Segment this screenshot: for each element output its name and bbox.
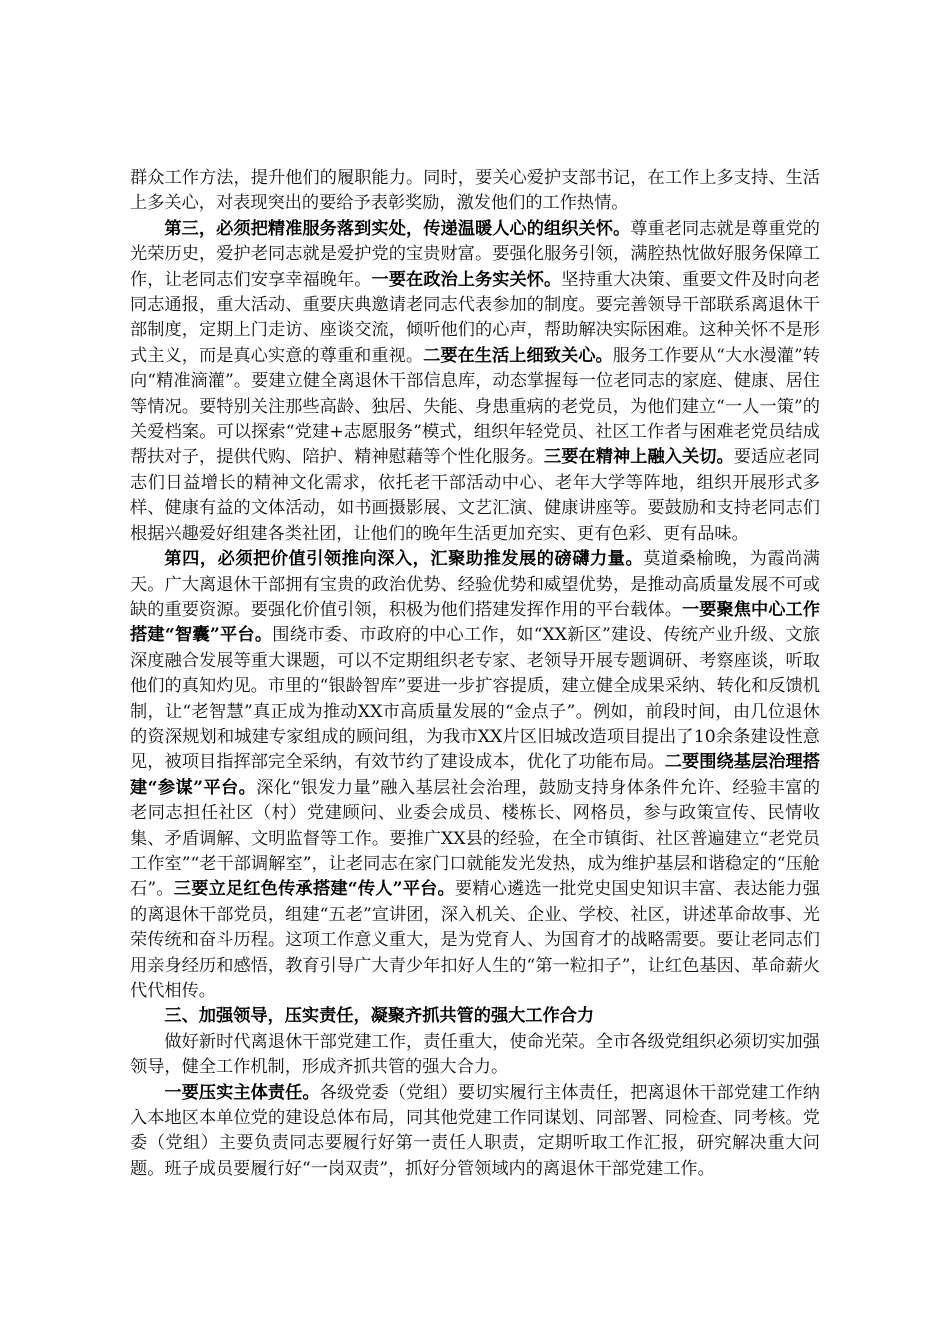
text-run: 要适应老同志们日益增长的精神文化需求，依托老干部活动中心、老年大学等阵地，组织开展形式多样、健康有益的文体活动，如书画摄影展、文艺汇演、健康讲座等。要鼓励和支持老同志们根据兴趣爱好组建各类社团，让他们的晚年生活更加充实、更有色彩、更有品味。 — [130, 447, 820, 544]
text-run: 尊重老同志就是尊重党的光荣历史，爱护老同志就是爱护党的宝贵财富。要强化服务引领，满腔热忱做好服务保障工作，让老同志们安享幸福晚年。 — [130, 218, 820, 290]
text-run: 莫道桑榆晚，为霞尚满天。广大离退休干部拥有宝贵的政治优势、经验优势和威望优势，是推动高质量发展不可或缺的重要资源。要强化价值引领，积极为他们搭建发挥作用的平台载体。 — [130, 549, 820, 620]
text-run: 坚持重大决策、重要文件及时向老同志通报，重大活动、重要庆典邀请老同志代表参加的制度。要完善领导干部联系离退休干部制度，定期上门走访、座谈交流，倾听他们的心声，帮助解决实际困难。这种关怀不是形式主义，而是真心实意的尊重和重视。 — [130, 269, 820, 366]
paragraph — [130, 1081, 820, 1183]
bold-text-run: 第三，必须把精准服务落到实处，传递温暖人心的组织关怀。 — [164, 218, 631, 239]
text-run: 围绕市委、市政府的中心工作，如“XX新区”建设、传统产业升级、文旅深度融合发展等重大课题，可以不定期组织老专家、老领导开展专题调研、考察座谈，听取他们的真知灼见。市里的“银龄智库”要进一步扩容提质，建立健全成果采纳、转化和反馈机制，让“老智慧”真正成为推动XX市高质量发展的“金点子”。例如，前段时间，由几位退休的资深规划和城建专家组成的顾问组，为我市XX片区旧城改造项目提出了10余条建设性意见，被项目指挥部完全采纳，有效节约了建设成本，优化了功能布局。 — [130, 625, 820, 773]
bold-text-run: 第四，必须把价值引领推向深入，汇聚助推发展的磅礴力量。 — [164, 549, 644, 570]
paragraph — [130, 547, 820, 1004]
bold-text-run: 三要立足红色传承搭建“传人”平台。 — [173, 879, 455, 900]
text-run: 各级党委（党组）要切实履行主体责任，把离退休干部党建工作纳入本地区本单位党的建设总体布局，同其他党建工作同谋划、同部署、同检查、同考核。党委（党组）主要负责同志要履行好第一责任人职责，定期听取工作汇报，研究解决重大问题。班子成员要履行好“一岗双责”，抓好分管领域内的离退休干部党建工作。 — [130, 1082, 820, 1179]
bold-text-run: 二要在生活上细致关心。 — [423, 345, 613, 366]
bold-text-run: 一要在政治上务实关怀。 — [371, 269, 562, 290]
bold-text-run: 一要聚焦中心工作搭建“智囊”平台。 — [130, 599, 820, 646]
paragraph — [130, 217, 820, 547]
text-run: 做好新时代离退休干部党建工作，责任重大，使命光荣。全市各级党组织必须切实加强领导，健全工作机制，形成齐抓共管的强大合力。 — [130, 1031, 820, 1078]
text-run: 要精心遴选一批党史国史知识丰富、表达能力强的离退休干部党员，组建“五老”宣讲团，深入机关、企业、学校、社区，讲述革命故事、光荣传统和奋斗历程。这项工作意义重大，是为党育人、为国育才的战略需要。要让老同志们用亲身经历和感悟，教育引导广大青少年扣好人生的“第一粒扣子”，让红色基因、革命薪火代代相传。 — [130, 879, 820, 1001]
document-body — [130, 166, 820, 1182]
paragraph — [130, 1030, 820, 1081]
section-heading — [130, 1004, 820, 1029]
text-run: 深化“银发力量”融入基层社会治理，鼓励支持身体条件允许、经验丰富的老同志担任社区（村）党建顾问、业委会成员、楼栋长、网格员，参与政策宣传、民情收集、矛盾调解、文明监督等工作。要推广XX县的经验，在全市镇街、社区普遍建立“老党员工作室”“老干部调解室”，让老同志在家门口就能发光发热，成为维护基层和谐稳定的“压舱石”。 — [130, 777, 821, 900]
text-run: 服务工作要从“大水漫灌”转向“精准滴灌”。要建立健全离退休干部信息库，动态掌握每一位老同志的家庭、健康、居住等情况。要特别关注那些高龄、独居、失能、身患重病的老党员，为他们建立“一人一策”的关爱档案。可以探索“党建+志愿服务”模式，组织年轻党员、社区工作者与困难老党员结成帮扶对子，提供代购、陪护、精神慰藉等个性化服务。 — [130, 345, 820, 468]
paragraph — [130, 166, 820, 217]
bold-text-run: 一要压实主体责任。 — [164, 1082, 320, 1103]
bold-text-run: 三、加强领导，压实责任，凝聚齐抓共管的强大工作合力 — [164, 1006, 595, 1027]
text-run: 群众工作方法，提升他们的履职能力。同时，要关心爱护支部书记，在工作上多支持、生活上多关心，对表现突出的要给予表彰奖励，激发他们的工作热情。 — [130, 168, 820, 214]
bold-text-run: 二要围绕基层治理搭建“参谋”平台。 — [130, 752, 820, 798]
bold-text-run: 三要在精神上融入关切。 — [544, 447, 734, 468]
